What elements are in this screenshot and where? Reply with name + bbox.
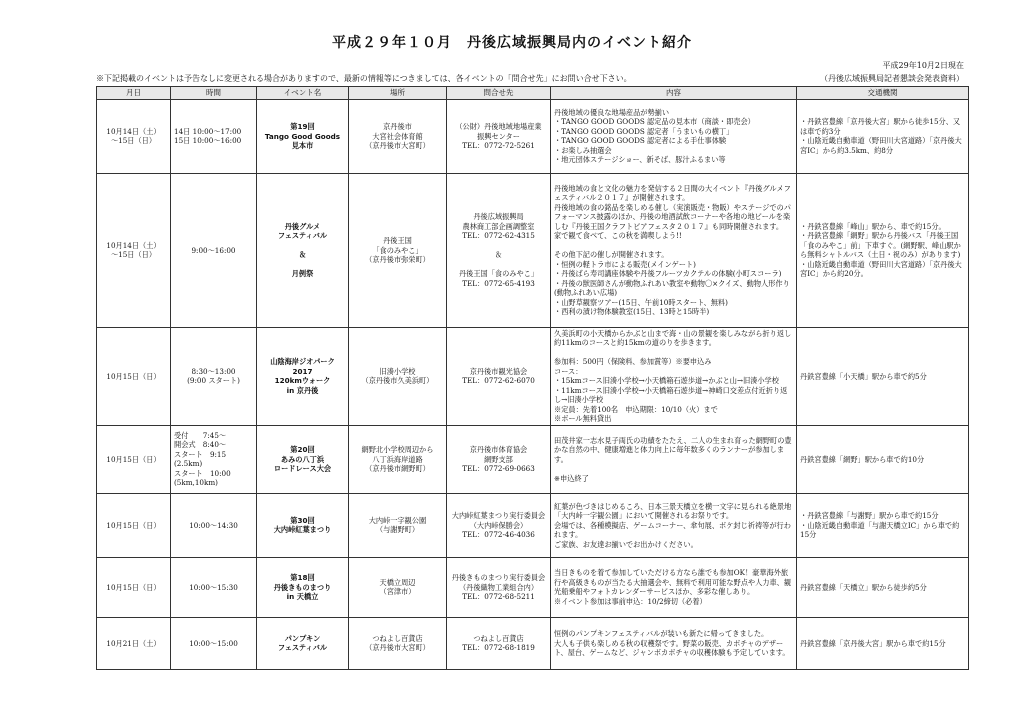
cell-access: 丹鉄宮豊線「京丹後大宮」駅から車で約15分 — [797, 617, 969, 669]
cell-event-name: パンプキン フェスティバル — [257, 617, 349, 669]
table-row — [97, 557, 969, 617]
cell-date: 10月15日（日） — [97, 425, 171, 493]
cell-event-name: 第20回 あみの八丁浜 ロードレース大会 — [257, 425, 349, 493]
cell-date: 10月15日（日） — [97, 493, 171, 557]
cell-event-name: 第19回 Tango Good Goods 見本市 — [257, 99, 349, 173]
cell-time: 8:30～13:00 (9:00 スタート) — [171, 327, 257, 425]
cell-place: 丹後王国 「食のみやこ」 （京丹後市弥栄町） — [349, 173, 447, 327]
header-event-name: イベント名 — [257, 87, 349, 100]
cell-time: 受付 7:45～ 開会式 8:40～ スタート 9:15 (2.5km) スタート 10:00 (5km,10km) — [171, 425, 257, 493]
cell-access: ・丹鉄宮豊線「京丹後大宮」駅から徒歩15分、又は車で約3分 ・山陰近畿自動車道（野田川大宮道路）「京丹後大宮IC」から約3.5km、約8分 — [797, 99, 969, 173]
header-access: 交通機関 — [797, 87, 969, 100]
header-content: 内容 — [551, 87, 797, 100]
cell-content: 田茂井家一志水見子両氏の功績をたたえ、二人の生まれ育った網野町の豊かな自然の中、健康増進と体力向上に毎年数多くのランナーが参加します。 ※申込終了 — [551, 425, 797, 493]
cell-event-name: 第30回 大内峠紅葉まつり — [257, 493, 349, 557]
cell-content: 丹後地域の優良な地場産品が勢揃い ・TANGO GOOD GOODS 認定品の見本市（商談・即売会） ・TANGO GOOD GOODS 認定者「うまいもの横丁」 ・TANGO GOOD GOODS 認定者による手仕事体験 ・お楽しみ抽選会 ・地元団体ステージショー、新そば、豚汁ふるまい等 — [551, 99, 797, 173]
cell-time: 10:00～15:00 — [171, 617, 257, 669]
cell-content: 恒例のパンプキンフェスティバルが装いも新たに帰ってきました。 大人も子供も楽しめる秋の収穫祭です。野菜の販売、カボチャのデザート、屋台、ゲームなど、ジャンボカボチャの収穫体験も予定しています。 — [551, 617, 797, 669]
table-header-row — [97, 87, 969, 100]
cell-place: 京丹後市 大宮社会体育館 （京丹後市大宮町） — [349, 99, 447, 173]
table-row — [97, 173, 969, 327]
source-note: （丹後広域振興局記者懇談会発表資料） — [820, 74, 964, 83]
cell-place: 旧湊小学校 （京丹後市久美浜町） — [349, 327, 447, 425]
cell-content: 当日きものを着て参加していただける方なら誰でも参加OK！豪華海外旅行や高級きものが当たる大抽選会や、無料で利用可能な野点や人力車、観光船乗船やフォトカレンダーサービスほか、多彩な催しあり。 ※イベント参加は事前申込：10/2締切（必着） — [551, 557, 797, 617]
cell-event-name: 山陰海岸ジオパーク 2017 120kmウォーク in 京丹後 — [257, 327, 349, 425]
cell-time: 9:00～16:00 — [171, 173, 257, 327]
cell-access: ・丹鉄宮豊線「峰山」駅から、車で約15分。 ・丹鉄宮豊線「網野」駅から丹後バス「丹後王国「食のみやこ」前」下車すぐ。(網野駅、峰山駅から無料シャトルバス（土日・祝のみ）があります) ・山陰近畿自動車道（野田川大宮道路）「京丹後大宮IC」から約20分。 — [797, 173, 969, 327]
cell-place: つねよし百貨店 （京丹後市大宮町） — [349, 617, 447, 669]
cell-access: 丹鉄宮豊線「天橋立」駅から徒歩約5分 — [797, 557, 969, 617]
document-title: 平成２９年１０月 丹後広域振興局内のイベント紹介 — [332, 35, 692, 51]
table-row — [97, 493, 969, 557]
cell-access: 丹鉄宮豊線「小天橋」駅から車で約5分 — [797, 327, 969, 425]
cell-place: 大内峠一字観公園 （与謝野町） — [349, 493, 447, 557]
event-table — [96, 86, 969, 670]
cell-access: ・丹鉄宮豊線「与謝野」駅から車で約15分 ・山陰近畿自動車道「与謝天橋立IC」から車で約15分 — [797, 493, 969, 557]
cell-contact: 丹後広域振興局 農林商工部企画調整室 TEL：0772-62-4315 ＆ 丹後王国「食のみやこ」 TEL：0772-65-4193 — [447, 173, 551, 327]
cell-contact: 京丹後市観光協会 TEL：0772-62-6070 — [447, 327, 551, 425]
cell-contact: つねよし百貨店 TEL：0772-68-1819 — [447, 617, 551, 669]
cell-event-name: 第18回 丹後きものまつり in 天橋立 — [257, 557, 349, 617]
header-time: 時間 — [171, 87, 257, 100]
cell-contact: 京丹後市体育協会 網野支部 TEL：0772-69-0663 — [447, 425, 551, 493]
cell-time: 10:00～15:30 — [171, 557, 257, 617]
cell-contact: （公財）丹後地域地場産業 振興センター TEL：0772-72-5261 — [447, 99, 551, 173]
cell-time: 10:00～14:30 — [171, 493, 257, 557]
cell-date: 10月21日（土） — [97, 617, 171, 669]
cell-place: 網野北小学校周辺から 八丁浜海岸道路 （京丹後市網野町） — [349, 425, 447, 493]
cell-access: 丹鉄宮豊線「網野」駅から車で約10分 — [797, 425, 969, 493]
header-place: 場所 — [349, 87, 447, 100]
cell-content: 久美浜町の小天橋からかぶと山まで海・山の景観を楽しみながら折り返し約11kmのコースと約15kmの道のりを歩きます。 参加料：500円（保険料、参加賞等）※要申込み コース： ・15kmコース旧湊小学校→小天橋箱石遊歩道→かぶと山→旧湊小学校 ・11kmコース旧湊小学校→小天橋箱石遊歩道→神崎口交差点付近折り返し→旧湊小学校 ※定員：先着100名 申込期限：10/10（火）まで ※ボール無料貸出 — [551, 327, 797, 425]
as-of-date: 平成29年10月2日現在 — [882, 61, 964, 70]
header-date: 月日 — [97, 87, 171, 100]
table-row — [97, 617, 969, 669]
cell-date: 10月14日（土） ～15日（日） — [97, 173, 171, 327]
table-row — [97, 425, 969, 493]
table-row — [97, 327, 969, 425]
cell-content: 紅葉が色づきはじめるころ、日本三景天橋立を横一文字に見られる絶景地「大内峠一字観公園」において開催されるお祭りです。 会場では、各種模擬店、ゲームコーナー、傘句展、ボケ封じ祈祷等が行われます。 ご家族、お友達お揃いでお出かけください。 — [551, 493, 797, 557]
cell-contact: 大内峠紅葉まつり実行委員会 （大内峠保勝会） TEL：0772-46-4036 — [447, 493, 551, 557]
header-contact: 問合せ先 — [447, 87, 551, 100]
cell-date: 10月15日（日） — [97, 557, 171, 617]
cell-date: 10月14日（土） ～15日（日） — [97, 99, 171, 173]
cell-content: 丹後地域の食と文化の魅力を発信する２日間の大イベント『丹後グルメフェスティバル２０１７』が開催されます。 丹後地域の食の銘品を楽しめる催し（実演販売・物販）やステージでのパフォーマンス披露のほか、丹後の地酒試飲コーナーや各地の地ビールを楽しむ『丹後王国クラフトビアフェスタ２０１７』も同時開催されます。 家で観て食べて、この秋を満喫しよう!! その他下記の催しが開催されます。 ・恒例の軽トラ市による販売(メインゲート) ・丹後ばら寿司講座体験や丹後フルーツカクテルの体験(小町スコーラ) ・丹後の獣医師さんが動物ふれあい教室や動物〇×クイズ、動物人形作り(動物ふれあい広場) ・山野草観察ツアー(15日、午前10時スタート、無料) ・西利の漬け物体験教室(15日、13時と15時半) — [551, 173, 797, 327]
cell-event-name: 丹後グルメ フェスティバル ＆ 月例祭 — [257, 173, 349, 327]
cell-place: 天橋立周辺 （宮津市） — [349, 557, 447, 617]
disclaimer-note: ※下記掲載のイベントは予告なしに変更される場合がありますので、最新の情報等につきましては、各イベントの「問合せ先」にお問い合せ下さい。 — [96, 74, 632, 83]
cell-contact: 丹後きものまつり実行委員会 （丹後織物工業組合内） TEL：0772-68-5211 — [447, 557, 551, 617]
cell-date: 10月15日（日） — [97, 327, 171, 425]
cell-time: 14日 10:00～17:00 15日 10:00～16:00 — [171, 99, 257, 173]
table-row — [97, 99, 969, 173]
